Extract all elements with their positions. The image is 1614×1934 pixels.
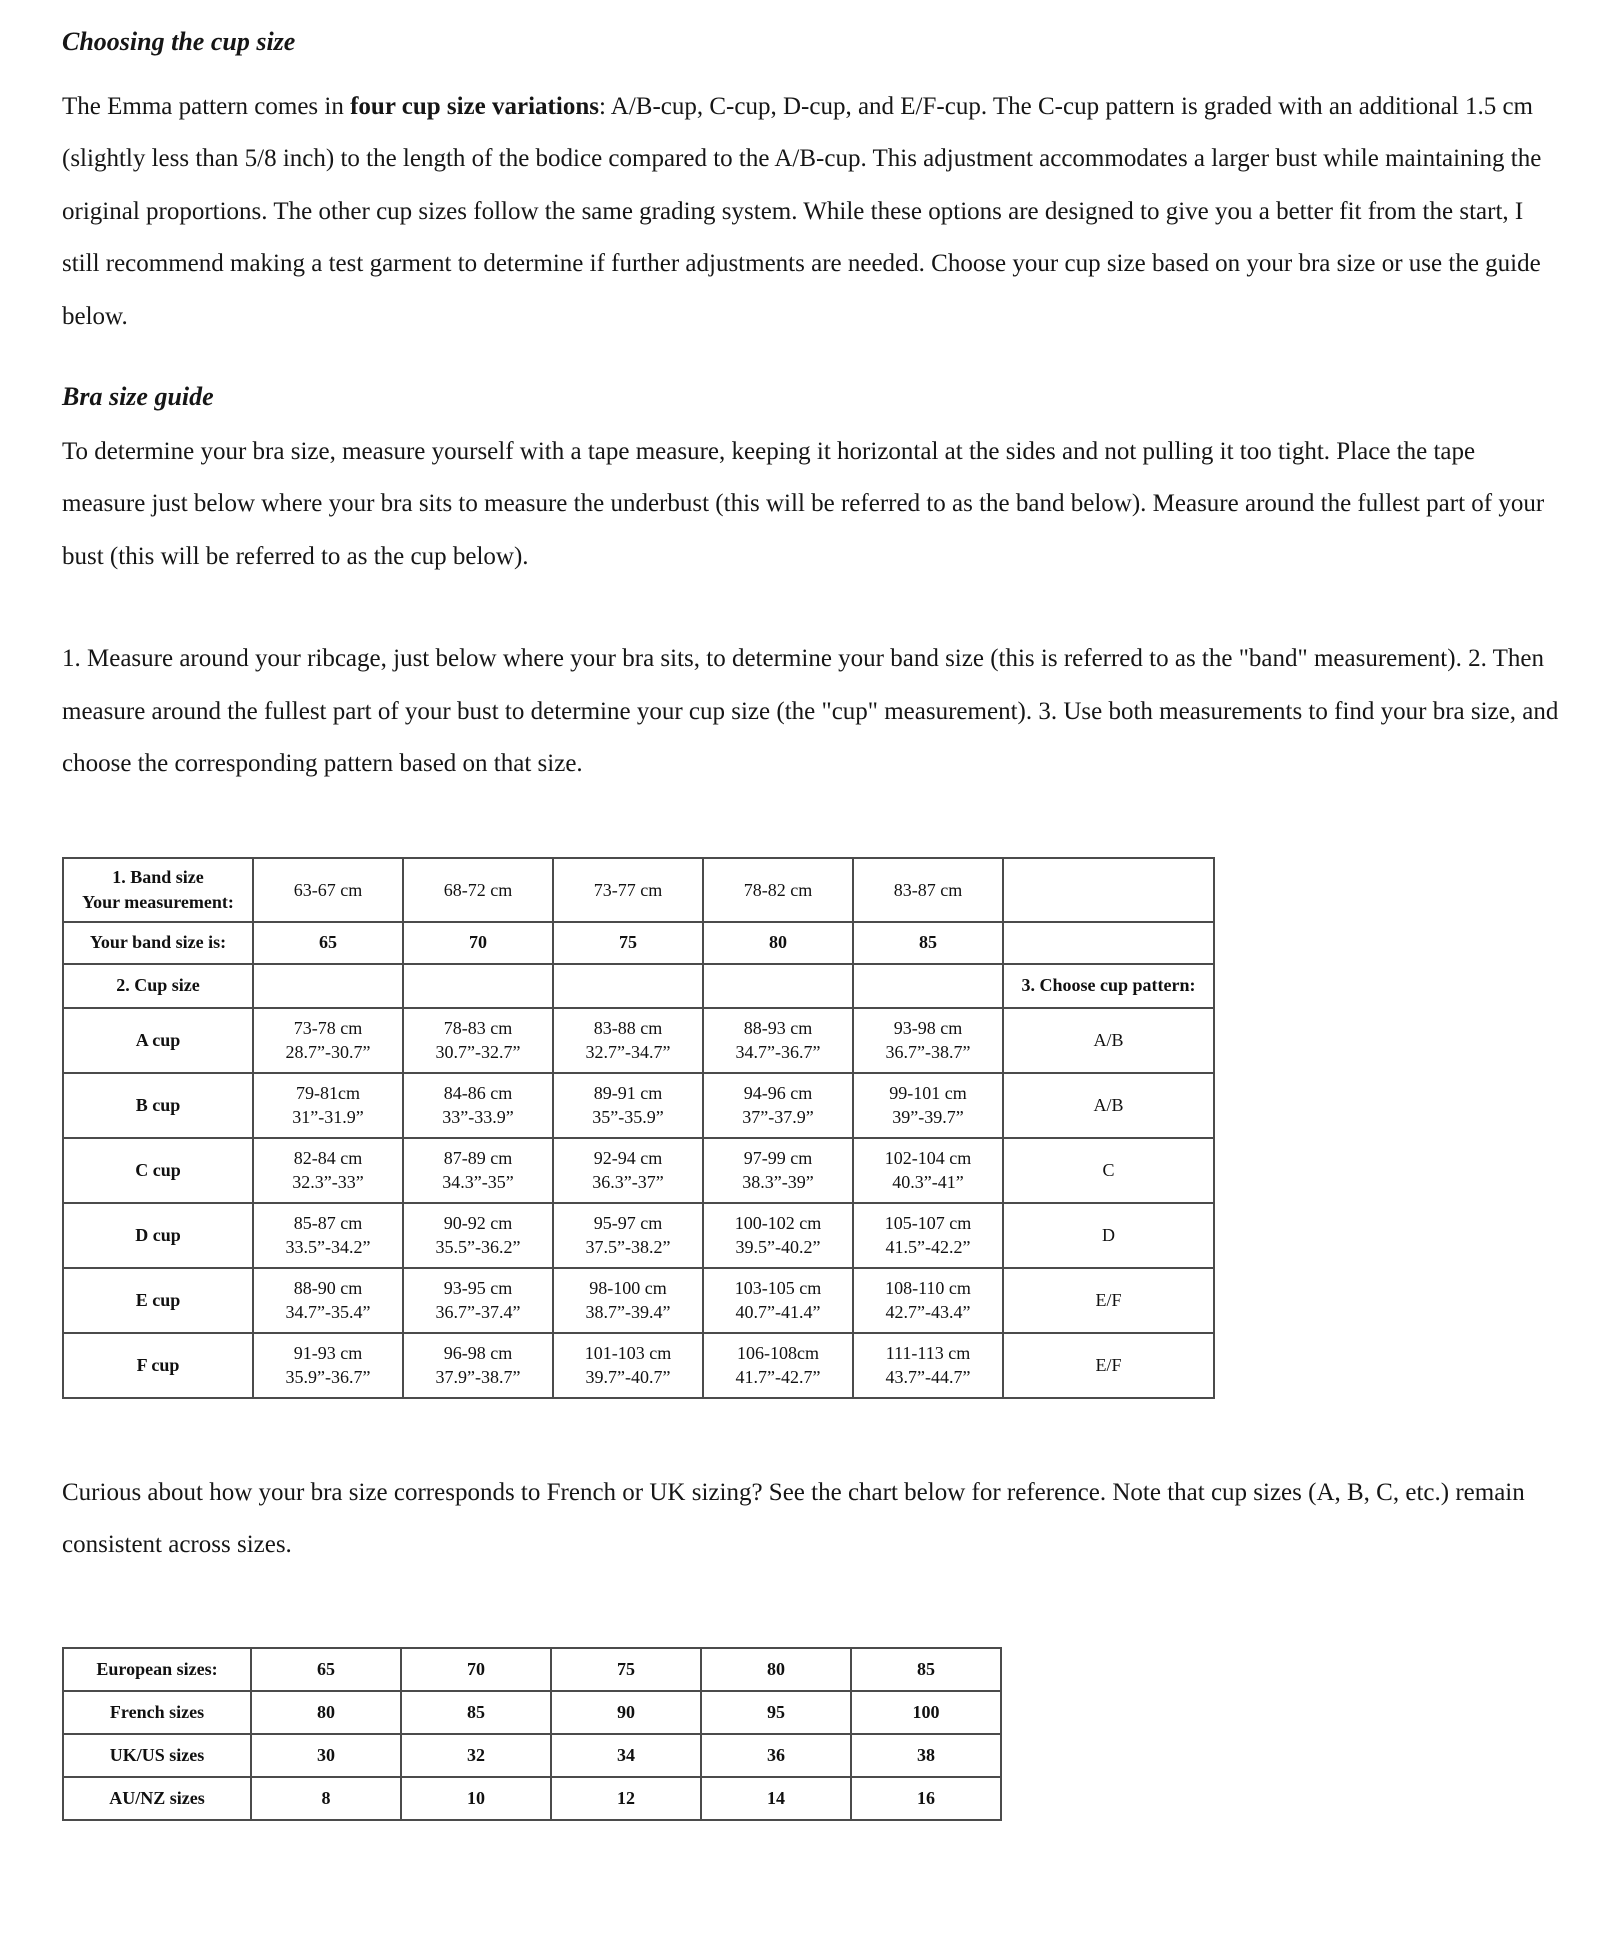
table-cell xyxy=(253,1008,403,1073)
cell-line-inch: 36.7”-37.4” xyxy=(435,1302,521,1322)
cell-line-inch: 35.9”-36.7” xyxy=(285,1367,371,1387)
cell-line-1: 1. Band size xyxy=(112,866,204,887)
table-cell: 68-72 cm xyxy=(403,858,553,922)
table-cell-pattern: A/B xyxy=(1003,1073,1214,1138)
table-cell-cup-label: E cup xyxy=(63,1268,253,1333)
paragraph-sizing-note: Curious about how your bra size corresponds to French or UK sizing? See the chart below for reference. Note that cup sizes (A, B, C, etc.) remain consistent across sizes. xyxy=(62,1478,1525,1558)
heading-bra-size-guide: Bra size guide xyxy=(62,382,214,411)
cell-line-cm: 100-102 cm xyxy=(734,1213,822,1233)
cell-line-inch: 40.7”-41.4” xyxy=(735,1302,821,1322)
cell-line-cm: 102-104 cm xyxy=(884,1148,972,1168)
table-cell xyxy=(553,1333,703,1398)
cell-line-cm: 88-90 cm xyxy=(293,1278,363,1298)
table-row-aunz-sizes xyxy=(63,1777,1001,1820)
table-cell-band-size-is-label: Your band size is: xyxy=(63,922,253,964)
table-cell-choose-pattern-label: 3. Choose cup pattern: xyxy=(1003,964,1214,1008)
cell-line-inch: 39”-39.7” xyxy=(892,1107,964,1127)
cell-line-inch: 28.7”-30.7” xyxy=(285,1042,371,1062)
cell-line-cm: 78-83 cm xyxy=(443,1018,513,1038)
table-cell xyxy=(253,1138,403,1203)
table-cell: 80 xyxy=(703,922,853,964)
table-cell: 32 xyxy=(401,1734,551,1777)
table-cell-empty xyxy=(703,964,853,1008)
table-cell xyxy=(853,1138,1003,1203)
cell-line-inch: 34.3”-35” xyxy=(442,1172,514,1192)
table-cell xyxy=(553,1268,703,1333)
table-cell-row-label: UK/US sizes xyxy=(63,1734,251,1777)
cell-line-inch: 36.3”-37” xyxy=(592,1172,664,1192)
cell-line-cm: 82-84 cm xyxy=(293,1148,363,1168)
table-row-cup-size-header xyxy=(63,964,1214,1008)
cell-line-inch: 33.5”-34.2” xyxy=(285,1237,371,1257)
table-cell-pattern: A/B xyxy=(1003,1008,1214,1073)
table-cell: 90 xyxy=(551,1691,701,1734)
cell-line-cm: 99-101 cm xyxy=(889,1083,967,1103)
table-cell: 65 xyxy=(251,1648,401,1691)
table-row-french-sizes xyxy=(63,1691,1001,1734)
paragraph-intro-bold: four cup size variations xyxy=(350,92,599,120)
table-cell: 36 xyxy=(701,1734,851,1777)
table-cell xyxy=(703,1203,853,1268)
table-cell-cup-label: C cup xyxy=(63,1138,253,1203)
cell-line-inch: 40.3”-41” xyxy=(892,1172,964,1192)
cell-line-cm: 105-107 cm xyxy=(884,1213,972,1233)
table-cell: 8 xyxy=(251,1777,401,1820)
paragraph-intro-before: The Emma pattern comes in xyxy=(62,92,351,120)
table-cell xyxy=(403,1268,553,1333)
cell-line-inch: 32.3”-33” xyxy=(292,1172,364,1192)
cell-line-cm: 73-78 cm xyxy=(293,1018,363,1038)
cell-line-inch: 38.7”-39.4” xyxy=(585,1302,671,1322)
cell-line-inch: 42.7”-43.4” xyxy=(885,1302,971,1322)
table-cell xyxy=(853,1333,1003,1398)
table-cell: 80 xyxy=(701,1648,851,1691)
table-cell: 65 xyxy=(253,922,403,964)
table-cell-row-label: European sizes: xyxy=(63,1648,251,1691)
table-cell: 63-67 cm xyxy=(253,858,403,922)
table-cell-row-label: French sizes xyxy=(63,1691,251,1734)
table-row-band-size xyxy=(63,922,1214,964)
cell-line-cm: 98-100 cm xyxy=(589,1278,667,1298)
table-row-c-cup xyxy=(63,1138,1214,1203)
cell-line-inch: 39.5”-40.2” xyxy=(735,1237,821,1257)
cell-line-cm: 92-94 cm xyxy=(593,1148,663,1168)
cell-line-inch: 35.5”-36.2” xyxy=(435,1237,521,1257)
table-cell: 12 xyxy=(551,1777,701,1820)
table-cell xyxy=(253,1333,403,1398)
table-cell: 85 xyxy=(401,1691,551,1734)
table-cell xyxy=(553,1138,703,1203)
table-cell: 38 xyxy=(851,1734,1001,1777)
table-cell-band-size-label xyxy=(63,858,253,922)
table-cell xyxy=(253,1203,403,1268)
cell-line-cm: 79-81cm xyxy=(296,1083,360,1103)
cell-line-inch: 36.7”-38.7” xyxy=(885,1042,971,1062)
cell-line-cm: 95-97 cm xyxy=(593,1213,663,1233)
table-cell-pattern: E/F xyxy=(1003,1268,1214,1333)
table-cell xyxy=(553,1008,703,1073)
table-cell xyxy=(403,1073,553,1138)
table-cell-cup-label: B cup xyxy=(63,1073,253,1138)
table-cell: 85 xyxy=(853,922,1003,964)
cell-line-cm: 91-93 cm xyxy=(293,1343,363,1363)
table-cell xyxy=(253,1073,403,1138)
cell-line-cm: 94-96 cm xyxy=(743,1083,813,1103)
table-row-b-cup xyxy=(63,1073,1214,1138)
cell-line-cm: 103-105 cm xyxy=(734,1278,822,1298)
table-cell: 78-82 cm xyxy=(703,858,853,922)
table-cell xyxy=(403,1333,553,1398)
table-cell-row-label: AU/NZ sizes xyxy=(63,1777,251,1820)
paragraph-measuring: To determine your bra size, measure yourself with a tape measure, keeping it horizontal at the sides and not pulling it too tight. Place the tape measure just below where your bra sits to measure the underbust (this will be referred to as the band below). Measure around the fullest part of your bust (this will be referred to as the cup below). xyxy=(62,437,1545,570)
table-cell-pattern: D xyxy=(1003,1203,1214,1268)
cell-line-inch: 38.3”-39” xyxy=(742,1172,814,1192)
table-cell xyxy=(853,1268,1003,1333)
bra-size-table xyxy=(62,857,1215,1399)
cell-line-cm: 87-89 cm xyxy=(443,1148,513,1168)
heading-choosing-cup-size: Choosing the cup size xyxy=(62,27,296,56)
cell-line-cm: 83-88 cm xyxy=(593,1018,663,1038)
cell-line-2: Your measurement: xyxy=(82,891,234,912)
table-cell xyxy=(403,1008,553,1073)
cell-line-cm: 106-108cm xyxy=(737,1343,819,1363)
table-cell-empty xyxy=(553,964,703,1008)
cell-line-cm: 90-92 cm xyxy=(443,1213,513,1233)
cell-line-inch: 31”-31.9” xyxy=(292,1107,364,1127)
table-cell-empty xyxy=(1003,922,1214,964)
cell-line-inch: 34.7”-36.7” xyxy=(735,1042,821,1062)
cell-line-cm: 101-103 cm xyxy=(584,1343,672,1363)
table-cell xyxy=(403,1138,553,1203)
cell-line-cm: 85-87 cm xyxy=(293,1213,363,1233)
cell-line-cm: 89-91 cm xyxy=(593,1083,663,1103)
table-cell xyxy=(703,1073,853,1138)
table-cell xyxy=(703,1008,853,1073)
paragraph-steps: 1. Measure around your ribcage, just below where your bra sits, to determine your band size (this is referred to as the "band" measurement). 2. Then measure around the fullest part of your bust to determine your cup size (the "cup" measurement). 3. Use both measurements to find your bra size, and choose the corresponding pattern based on that size. xyxy=(62,645,1559,777)
table-cell xyxy=(703,1333,853,1398)
cell-line-cm: 96-98 cm xyxy=(443,1343,513,1363)
table-cell: 83-87 cm xyxy=(853,858,1003,922)
table-cell: 30 xyxy=(251,1734,401,1777)
paragraph-intro-after: : A/B-cup, C-cup, D-cup, and E/F-cup. The C-cup pattern is graded with an additional 1.5 cm (slightly less than 5/8 inch) to the length of the bodice compared to the A/B-cup. This adjustment accommodates a larger bust while maintaining the original proportions. The other cup sizes follow the same grading system. While these options are designed to give you a better fit from the start, I still recommend making a test garment to determine if further adjustments are needed. Choose your cup size based on your bra size or use the guide below. xyxy=(62,92,1542,330)
table-cell-pattern: C xyxy=(1003,1138,1214,1203)
table-cell: 73-77 cm xyxy=(553,858,703,922)
cell-line-inch: 34.7”-35.4” xyxy=(285,1302,371,1322)
table-cell: 95 xyxy=(701,1691,851,1734)
table-cell xyxy=(553,1073,703,1138)
table-cell xyxy=(703,1268,853,1333)
table-row-e-cup xyxy=(63,1268,1214,1333)
cell-line-cm: 88-93 cm xyxy=(743,1018,813,1038)
table-cell xyxy=(853,1203,1003,1268)
table-cell: 16 xyxy=(851,1777,1001,1820)
cell-line-inch: 37.9”-38.7” xyxy=(435,1367,521,1387)
table-cell: 70 xyxy=(403,922,553,964)
table-cell: 70 xyxy=(401,1648,551,1691)
table-cell: 34 xyxy=(551,1734,701,1777)
size-conversion-table xyxy=(62,1647,1002,1821)
cell-line-inch: 41.5”-42.2” xyxy=(885,1237,971,1257)
cell-line-cm: 84-86 cm xyxy=(443,1083,513,1103)
table-cell xyxy=(403,1203,553,1268)
paragraph-intro xyxy=(62,81,1560,344)
table-cell-pattern: E/F xyxy=(1003,1333,1214,1398)
cell-line-inch: 30.7”-32.7” xyxy=(435,1042,521,1062)
table-row-f-cup xyxy=(63,1333,1214,1398)
cell-line-inch: 37.5”-38.2” xyxy=(585,1237,671,1257)
table-cell: 75 xyxy=(551,1648,701,1691)
table-cell-cup-label: D cup xyxy=(63,1203,253,1268)
table-row-d-cup xyxy=(63,1203,1214,1268)
table-cell-cup-label: A cup xyxy=(63,1008,253,1073)
table-row-a-cup xyxy=(63,1008,1214,1073)
table-cell-empty xyxy=(1003,858,1214,922)
table-cell: 75 xyxy=(553,922,703,964)
table-cell xyxy=(253,1268,403,1333)
table-row-ukus-sizes xyxy=(63,1734,1001,1777)
cell-line-cm: 97-99 cm xyxy=(743,1148,813,1168)
cell-line-inch: 37”-37.9” xyxy=(742,1107,814,1127)
cell-line-inch: 33”-33.9” xyxy=(442,1107,514,1127)
cell-line-inch: 43.7”-44.7” xyxy=(885,1367,971,1387)
table-cell xyxy=(853,1008,1003,1073)
table-row-european-sizes xyxy=(63,1648,1001,1691)
table-cell-cup-size-label: 2. Cup size xyxy=(63,964,253,1008)
cell-line-inch: 41.7”-42.7” xyxy=(735,1367,821,1387)
table-cell-empty xyxy=(253,964,403,1008)
table-cell-cup-label: F cup xyxy=(63,1333,253,1398)
table-cell: 14 xyxy=(701,1777,851,1820)
table-row-band-measurement xyxy=(63,858,1214,922)
cell-line-cm: 93-95 cm xyxy=(443,1278,513,1298)
table-cell-empty xyxy=(853,964,1003,1008)
cell-line-cm: 93-98 cm xyxy=(893,1018,963,1038)
table-cell: 100 xyxy=(851,1691,1001,1734)
table-cell xyxy=(853,1073,1003,1138)
table-cell xyxy=(553,1203,703,1268)
cell-line-cm: 111-113 cm xyxy=(885,1343,971,1363)
cell-line-cm: 108-110 cm xyxy=(885,1278,971,1298)
table-cell: 10 xyxy=(401,1777,551,1820)
cell-line-inch: 32.7”-34.7” xyxy=(585,1042,671,1062)
cell-line-inch: 35”-35.9” xyxy=(592,1107,664,1127)
table-cell-empty xyxy=(403,964,553,1008)
cell-line-inch: 39.7”-40.7” xyxy=(585,1367,671,1387)
table-cell: 85 xyxy=(851,1648,1001,1691)
table-cell: 80 xyxy=(251,1691,401,1734)
table-cell xyxy=(703,1138,853,1203)
